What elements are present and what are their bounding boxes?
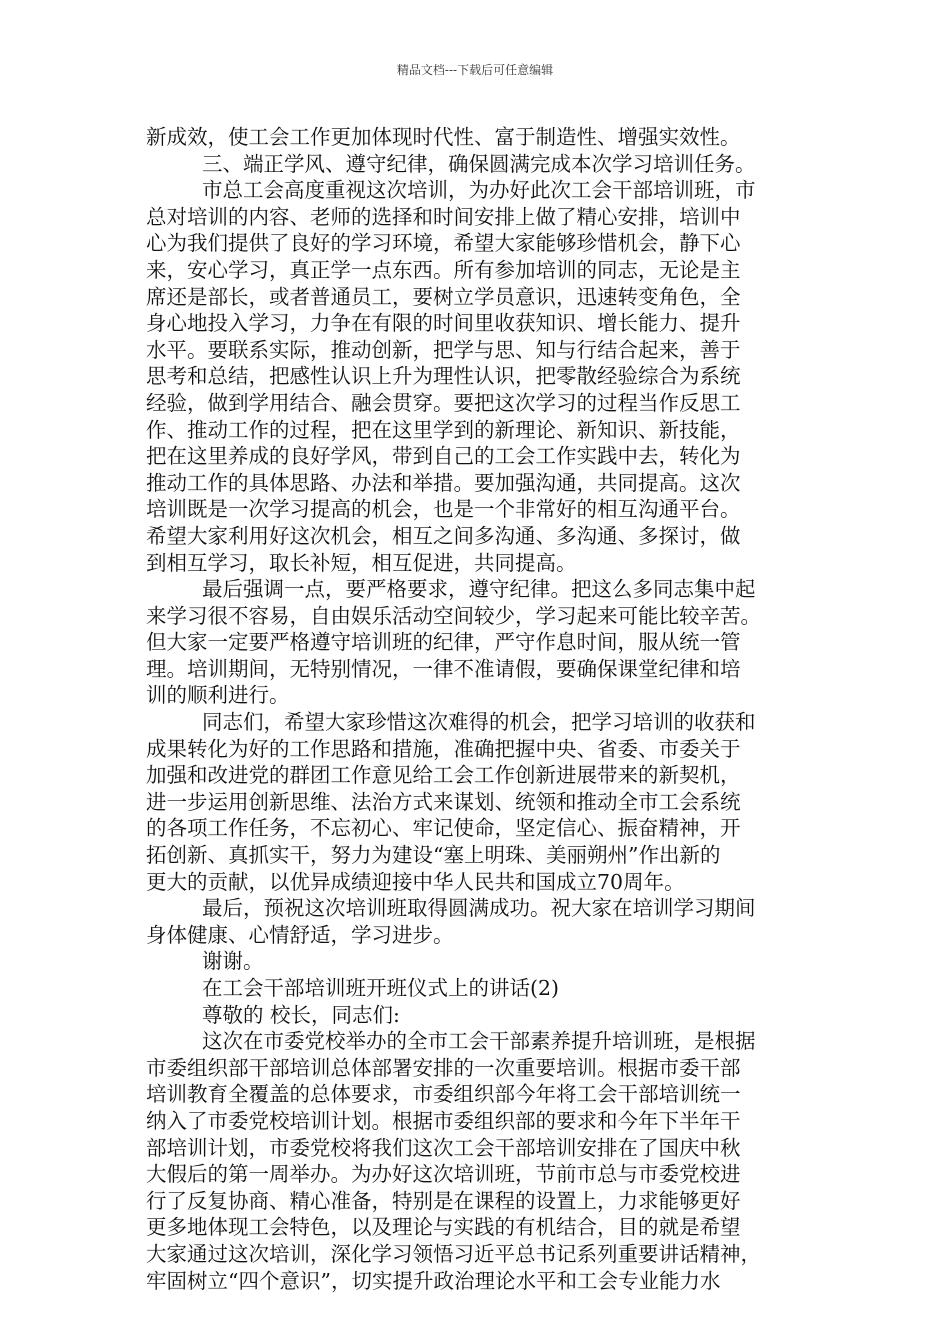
- text-line: 部培训计划，市委党校将我们这次工会干部培训安排在了国庆中秋: [146, 1135, 741, 1160]
- text-line: 市总工会高度重视这次培训，为办好此次工会干部培训班，市: [202, 178, 756, 203]
- text-line: 拓创新、真抓实干，努力为建设“塞上明珠、美丽朔州”作出新的: [146, 843, 721, 868]
- text-line: 牢固树立“四个意识”，切实提升政治理论水平和工会专业能力水: [146, 1268, 721, 1293]
- text-line: 心为我们提供了良好的学习环境，希望大家能够珍惜机会，静下心: [146, 231, 741, 256]
- text-line: 身心地投入学习，力争在有限的时间里收获知识、增长能力、提升: [146, 311, 741, 336]
- text-line: 行了反复协商、精心准备，特别是在课程的设置上，力求能够更好: [146, 1188, 741, 1213]
- text-line: 更大的贡献，以优异成绩迎接中华人民共和国成立70周年。: [146, 869, 685, 894]
- text-line: 希望大家利用好这次机会，相互之间多沟通、多沟通、多探讨，做: [146, 523, 741, 548]
- text-line: 成果转化为好的工作思路和措施，准确把握中央、省委、市委关于: [146, 736, 741, 761]
- text-line: 尊敬的 校长，同志们:: [202, 1002, 400, 1027]
- text-line: 但大家一定要严格遵守培训班的纪律，严守作息时间，服从统一管: [146, 630, 741, 655]
- text-line: 在工会干部培训班开班仪式上的讲话(2): [202, 976, 560, 1000]
- text-line: 经验，做到学用结合、融会贯穿。要把这次学习的过程当作反思工: [146, 390, 741, 415]
- document-body: [146, 124, 816, 1294]
- text-line: 思考和总结，把感性认识上升为理性认识，把零散经验综合为系统: [146, 364, 741, 389]
- text-line: 来学习很不容易，自由娱乐活动空间较少，学习起来可能比较辛苦。: [146, 603, 761, 628]
- text-line: 三、端正学风、遵守纪律，确保圆满完成本次学习培训任务。: [202, 151, 756, 176]
- text-line: 席还是部长，或者普通员工，要树立学员意识，迅速转变角色，全: [146, 284, 741, 309]
- text-line: 同志们，希望大家珍惜这次难得的机会，把学习培训的收获和: [202, 710, 756, 735]
- text-line: 培训教育全覆盖的总体要求，市委组织部今年将工会干部培训统一: [146, 1082, 741, 1107]
- text-line: 更多地体现工会特色，以及理论与实践的有机结合，目的就是希望: [146, 1215, 741, 1240]
- text-line: 总对培训的内容、老师的选择和时间安排上做了精心安排，培训中: [146, 204, 741, 229]
- text-line: 新成效，使工会工作更加体现时代性、富于制造性、增强实效性。: [146, 125, 741, 149]
- text-line: 身体健康、心情舒适，学习进步。: [146, 922, 454, 947]
- text-line: 的各项工作任务，不忘初心、牢记使命，坚定信心、振奋精神，开: [146, 816, 741, 841]
- text-line: 来，安心学习，真正学一点东西。所有参加培训的同志，无论是主: [146, 257, 741, 282]
- text-line: 最后强调一点，要严格要求，遵守纪律。把这么多同志集中起: [202, 577, 756, 602]
- text-line: 作、推动工作的过程，把在这里学到的新理论、新知识、新技能，: [146, 417, 741, 442]
- text-line: 水平。要联系实际，推动创新，把学与思、知与行结合起来，善于: [146, 337, 741, 362]
- text-line: 加强和改进党的群团工作意见给工会工作创新进展带来的新契机，: [146, 763, 741, 788]
- page-header: 精品文档---下载后可任意编辑: [396, 63, 554, 77]
- text-line: 纳入了市委党校培训计划。根据市委组织部的要求和今年下半年干: [146, 1108, 741, 1133]
- text-line: 到相互学习，取长补短，相互促进，共同提高。: [146, 550, 577, 575]
- text-line: 大家通过这次培训，深化学习领悟习近平总书记系列重要讲话精神，: [146, 1241, 761, 1266]
- text-line: 最后，预祝这次培训班取得圆满成功。祝大家在培训学习期间: [202, 896, 756, 921]
- text-line: 进一步运用创新思维、法治方式来谋划、统领和推动全市工会系统: [146, 789, 741, 814]
- text-line: 谢谢。: [202, 949, 264, 974]
- text-line: 训的顺利进行。: [146, 683, 290, 708]
- text-line: 培训既是一次学习提高的机会，也是一个非常好的相互沟通平台。: [146, 497, 741, 522]
- text-line: 市委组织部干部培训总体部署安排的一次重要培训。根据市委干部: [146, 1055, 741, 1080]
- text-line: 推动工作的具体思路、办法和举措。要加强沟通，共同提高。这次: [146, 470, 741, 495]
- text-line: 理。培训期间，无特别情况，一律不准请假，要确保课堂纪律和培: [146, 656, 741, 681]
- text-line: 这次在市委党校举办的全市工会干部素养提升培训班，是根据: [202, 1029, 756, 1054]
- text-line: 大假后的第一周举办。为办好这次培训班，节前市总与市委党校进: [146, 1162, 741, 1187]
- text-line: 把在这里养成的良好学风，带到自己的工会工作实践中去，转化为: [146, 444, 741, 469]
